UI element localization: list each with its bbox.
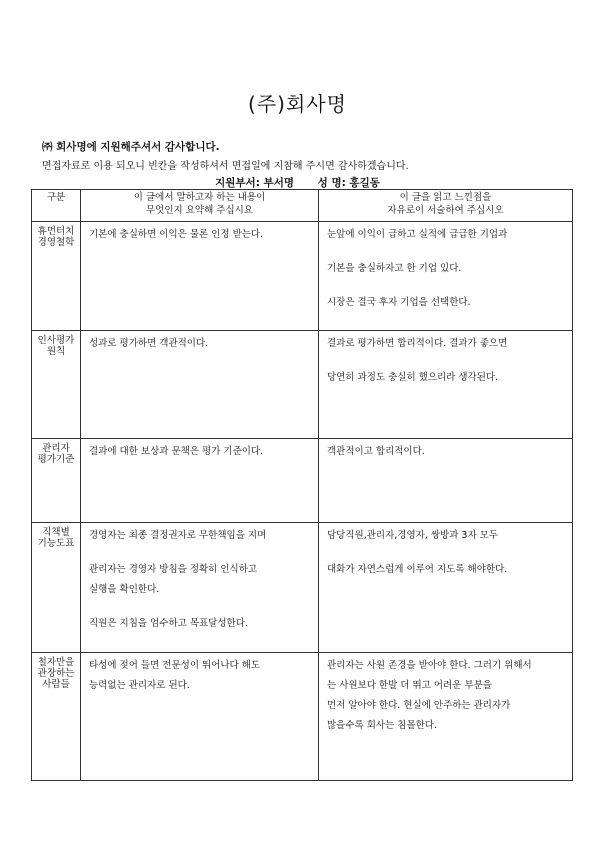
cell-text-line: 관리자는 사원 존경을 받아야 한다. 그러기 위해서 — [327, 660, 532, 671]
row-category: 직책별 기능도표 — [32, 523, 81, 653]
cell-text-line: 성과로 평가하면 객관적이다. — [89, 338, 209, 349]
table-header-row — [32, 190, 573, 222]
cell-text-line: 객관적이고 합리적이다. — [327, 446, 425, 457]
cell-text-line: 능력없는 관리자로 된다. — [89, 680, 190, 691]
document-title: (주)회사명 — [248, 92, 347, 116]
header-summary: 이 글에서 말하고자 하는 내용이 무엇인지 요약해 주십시요 — [81, 190, 319, 222]
table-row — [32, 653, 573, 781]
cell-text-line: 당연히 과정도 충실히 했으리라 생각된다. — [327, 372, 499, 383]
header-category: 구분 — [32, 190, 81, 222]
summary-cell[interactable] — [81, 653, 319, 781]
cell-text-line: 결과에 대한 보상과 문책은 평가 기준이다. — [89, 446, 264, 457]
summary-cell[interactable] — [81, 439, 319, 523]
summary-cell[interactable] — [81, 222, 319, 331]
summary-cell[interactable] — [81, 331, 319, 439]
opinion-cell[interactable] — [319, 222, 573, 331]
row-category: 휴먼터치 경영철학 — [32, 222, 81, 331]
cell-text-line: 많을수록 회사는 침몰한다. — [327, 720, 438, 731]
cell-text-line: 경영자는 최종 결정권자로 무한책임을 지며 — [89, 530, 267, 541]
opinion-cell[interactable] — [319, 523, 573, 653]
instruction-message: 면접자료로 이용 되오니 빈칸을 작성하셔서 면접일에 지참해 주시면 감사하겠습니다. — [42, 161, 409, 172]
name-label: 성 명: 홍길동 — [317, 177, 380, 189]
cell-text-line: 관리자는 경영자 방침을 정확히 인식하고 — [89, 564, 258, 575]
thanks-message: ㈜ 회사명에 지원해주셔서 감사합니다. — [42, 141, 220, 153]
summary-cell[interactable] — [81, 523, 319, 653]
cell-text-line: 결과로 평가하면 합리적이다. 결과가 좋으면 — [327, 338, 508, 349]
cell-text-line: 직원은 지침을 엄수하고 목표달성한다. — [89, 618, 248, 629]
cell-text-line: 담당직원,관리자,경영자, 쌍방과 3자 모두 — [327, 530, 498, 541]
cell-text-line: 먼저 알아야 한다. 현실에 안주하는 관리자가 — [327, 700, 511, 711]
row-category: 인사평가 원칙 — [32, 331, 81, 439]
applicant-info — [0, 175, 595, 190]
opinion-cell[interactable] — [319, 653, 573, 781]
table-row — [32, 331, 573, 439]
cell-text-line: 기본에 충실하면 이익은 물론 인정 받는다. — [89, 229, 264, 240]
row-category: 철자만을 관장하는 사람들 — [32, 653, 81, 781]
header-opinion: 이 글을 읽고 느낀점을 자유로이 서술하여 주십시오 — [319, 190, 573, 222]
opinion-cell[interactable] — [319, 439, 573, 523]
cell-text-line: 대화가 자연스럽게 이루어 지도록 해야한다. — [327, 564, 508, 575]
cell-text-line: 눈앞에 이익이 급하고 실적에 급급한 기업과 — [327, 229, 508, 240]
cell-text-line: 실행을 확인한다. — [89, 584, 160, 595]
cell-text-line: 타성에 젖어 들면 전문성이 뛰어나다 해도 — [89, 660, 261, 671]
table-row — [32, 222, 573, 331]
row-category: 관리자 평가기준 — [32, 439, 81, 523]
department-label: 지원부서: 부서명 — [215, 177, 294, 189]
interview-form-table — [31, 189, 573, 781]
cell-text-line: 시장은 결국 후자 기업을 선택한다. — [327, 297, 471, 308]
opinion-cell[interactable] — [319, 331, 573, 439]
table-row — [32, 439, 573, 523]
table-row — [32, 523, 573, 653]
cell-text-line: 기본을 충실하자고 한 기업 있다. — [327, 263, 462, 274]
cell-text-line: 는 사원보다 한발 더 뛰고 어려운 부분을 — [327, 680, 492, 691]
